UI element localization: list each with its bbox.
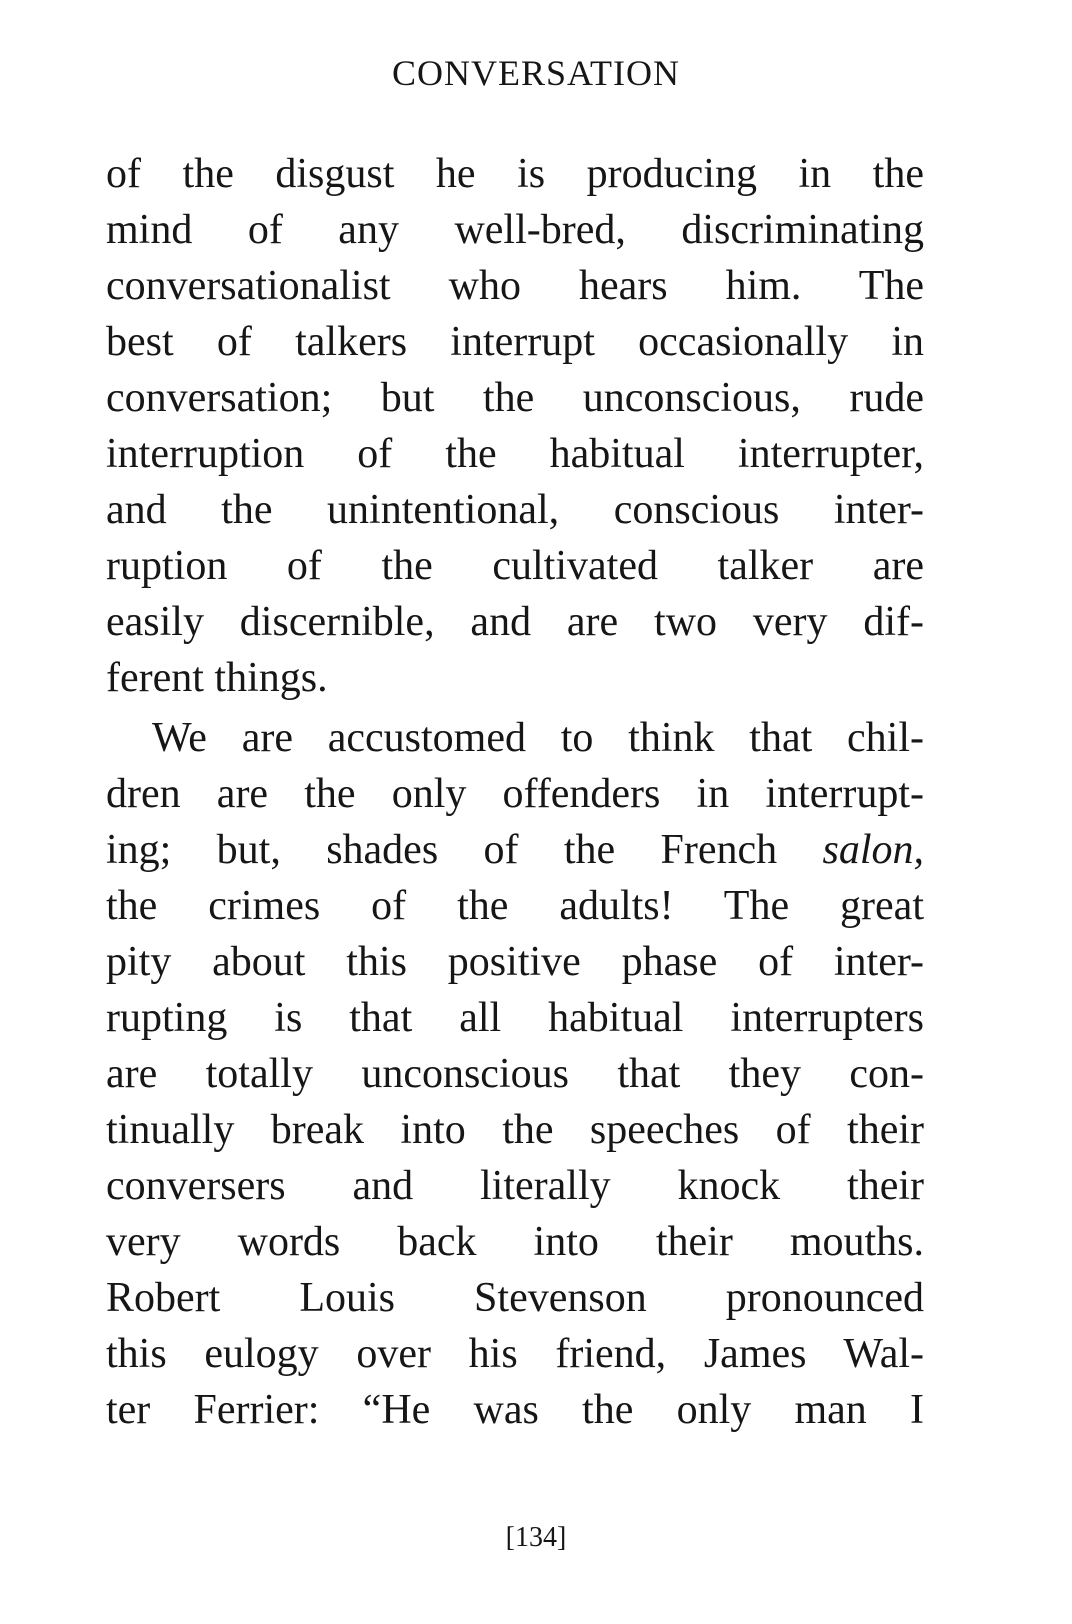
text-line-with-italic (106, 822, 924, 878)
text-line: mind of any well-bred, discriminating (106, 207, 924, 253)
text-line: the crimes of the adults! The great (106, 883, 924, 929)
text-line: pity about this positive phase of inter- (106, 939, 924, 985)
text-segment: ing; but, shades of the French (106, 827, 778, 873)
text-line: are totally unconscious that they con- (106, 1051, 924, 1097)
text-line: Robert Louis Stevenson pronounced (106, 1275, 924, 1321)
text-line: conversationalist who hears him. The (106, 263, 924, 309)
running-head: CONVERSATION (391, 53, 680, 93)
text-line: ter Ferrier: “He was the only man I (106, 1387, 924, 1433)
text-line: this eulogy over his friend, James Wal- (106, 1331, 924, 1377)
text-line: conversers and literally knock their (106, 1163, 924, 1209)
text-line: best of talkers interrupt occasionally in (106, 319, 924, 365)
paragraph-2 (106, 710, 924, 1438)
text-line: rupting is that all habitual interrupters (106, 995, 924, 1041)
text-line: of the disgust he is producing in the (106, 151, 924, 197)
text-line: easily discernible, and are two very dif- (106, 599, 924, 645)
text-line: tinually break into the speeches of their (106, 1107, 924, 1153)
text-line: conversation; but the unconscious, rude (106, 375, 924, 421)
text-line: dren are the only offenders in interrupt- (106, 771, 924, 817)
paragraph-1 (106, 146, 924, 706)
text-line: and the unintentional, conscious inter- (106, 487, 924, 533)
italic-word: salon, (822, 827, 925, 873)
text-line: interruption of the habitual interrupter, (106, 431, 924, 477)
text-line: ferent things. (106, 655, 328, 701)
text-line: ruption of the cultivated talker are (106, 543, 924, 589)
text-line: very words back into their mouths. (106, 1219, 924, 1265)
text-line: We are accustomed to think that chil- (152, 715, 924, 761)
page-number: [134] (505, 1522, 567, 1553)
